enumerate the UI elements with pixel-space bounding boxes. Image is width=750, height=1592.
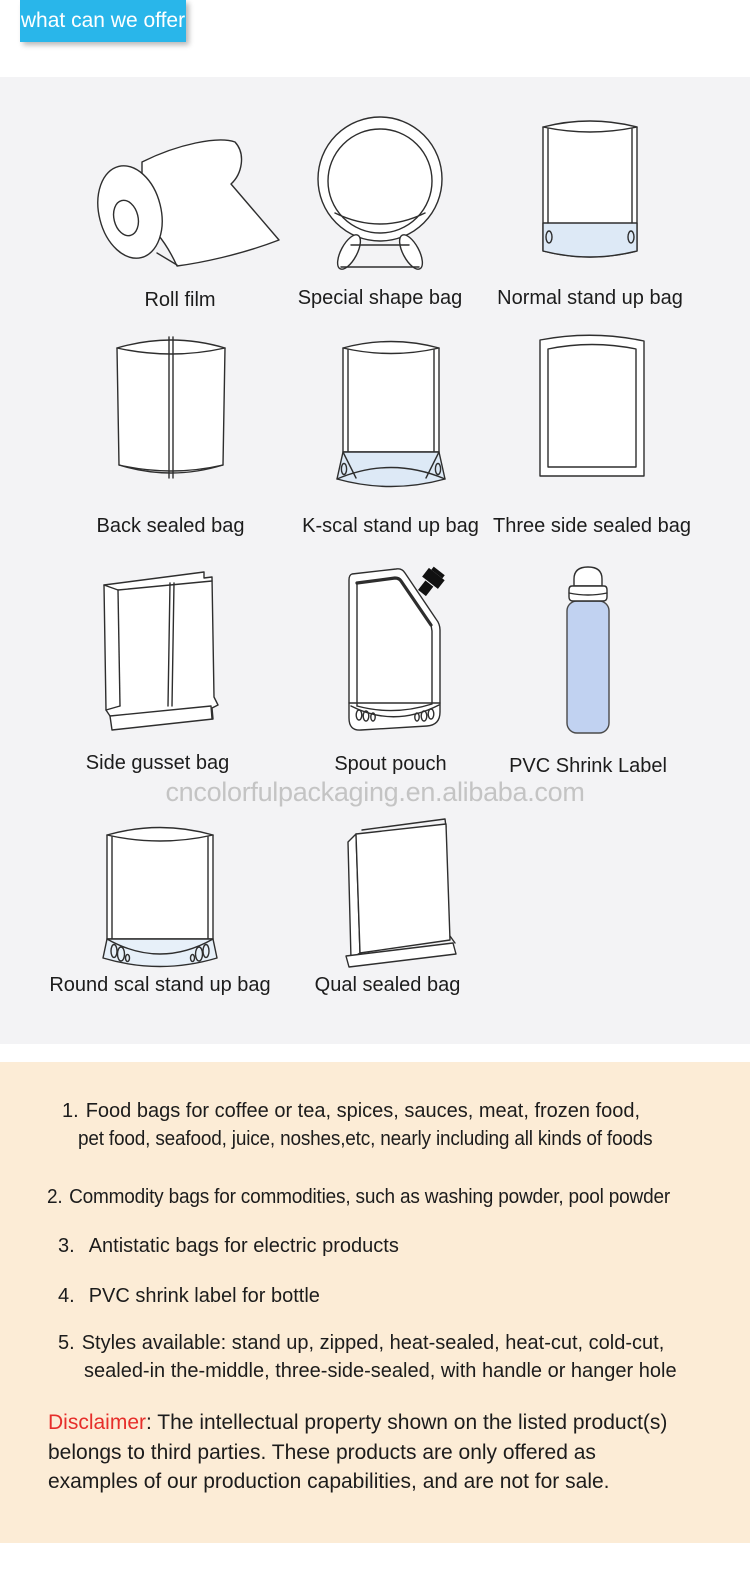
product-figure xyxy=(497,110,683,310)
offer-item-5-line-1 xyxy=(58,1332,664,1355)
normal-stand-up-bag-illustration xyxy=(536,110,644,268)
roll-film-illustration xyxy=(78,122,283,284)
watermark-text: cncolorfulpackaging.en.alibaba.com xyxy=(165,777,585,807)
product-label: Qual sealed bag xyxy=(314,974,461,996)
offer-item-4-line-1 xyxy=(58,1285,320,1308)
disclaimer-line-3: examples of our production capabilities, and are not for sale. xyxy=(48,1470,610,1493)
offer-item-5-line-2 xyxy=(84,1360,677,1383)
offer-item-1-number: 1. xyxy=(62,1100,79,1122)
product-figure xyxy=(314,816,461,997)
disclaimer-line-2: belongs to third parties. These products are only offered as xyxy=(48,1440,596,1464)
offer-item-5-text-continued: sealed-in the-middle, three-side-sealed, with handle or hanger hole xyxy=(84,1360,677,1382)
product-label: PVC Shrink Label xyxy=(509,755,667,777)
section-header-tab[interactable]: what can we offer xyxy=(20,0,186,42)
offer-item-4-text: PVC shrink label for bottle xyxy=(88,1285,320,1307)
three-side-sealed-bag-illustration xyxy=(536,328,648,482)
product-figure xyxy=(297,106,463,310)
spout-pouch-illustration xyxy=(336,554,446,732)
side-gusset-bag-illustration xyxy=(94,556,229,731)
product-label: Special shape bag xyxy=(297,287,463,309)
product-figure xyxy=(509,564,667,778)
pvc-shrink-label-illustration xyxy=(564,564,612,736)
offer-item-5-text: Styles available: stand up, zipped, heat-sealed, heat-cut, cold-cut, xyxy=(81,1332,665,1354)
offer-item-3-number: 3. xyxy=(58,1235,75,1257)
quad-sealed-bag-illustration xyxy=(334,816,462,976)
products-illustration-section xyxy=(0,77,750,1044)
back-sealed-bag-illustration xyxy=(110,328,232,486)
offer-item-3-line-1 xyxy=(58,1235,399,1258)
offer-item-2-text: Commodity bags for commodities, such as washing powder, pool powder xyxy=(69,1186,670,1208)
product-label: Three side sealed bag xyxy=(493,515,691,537)
offer-item-5-number: 5. xyxy=(58,1332,75,1354)
offer-item-3-text: Antistatic bags for electric products xyxy=(88,1235,399,1257)
disclaimer-block xyxy=(48,1408,738,1497)
product-label: Back sealed bag xyxy=(96,515,245,537)
offer-item-1-text-continued: pet food, seafood, juice, noshes,etc, nearly including all kinds of foods xyxy=(78,1128,653,1150)
product-figure xyxy=(49,816,271,997)
product-label: Round scal stand up bag xyxy=(49,974,271,996)
offer-item-4-number: 4. xyxy=(58,1285,75,1307)
product-figure xyxy=(302,330,479,538)
offer-item-1-line-2 xyxy=(78,1128,652,1151)
k-seal-stand-up-bag-illustration xyxy=(335,330,447,494)
offer-item-2-line-1 xyxy=(47,1186,670,1209)
disclaimer-label: Disclaimer xyxy=(48,1411,147,1434)
product-figure xyxy=(493,328,691,538)
product-label: Spout pouch xyxy=(334,753,447,775)
product-label: K-scal stand up bag xyxy=(302,515,479,537)
product-figure xyxy=(80,556,235,775)
offer-info-section xyxy=(0,1062,750,1543)
product-label: Roll film xyxy=(144,289,216,311)
offer-item-1-text: Food bags for coffee or tea, spices, sauces, meat, frozen food, xyxy=(85,1100,641,1122)
product-label: Normal stand up bag xyxy=(497,287,683,309)
product-figure xyxy=(88,328,253,538)
product-label: Side gusset bag xyxy=(85,752,230,774)
product-figure xyxy=(75,122,285,312)
special-shape-bag-illustration xyxy=(305,106,455,278)
round-seal-stand-up-bag-illustration xyxy=(99,816,221,974)
offer-item-2-number: 2. xyxy=(47,1186,63,1208)
product-figure xyxy=(328,554,453,776)
offer-item-1-line-1 xyxy=(62,1100,640,1123)
disclaimer-line-1: : The intellectual property shown on the listed product(s) xyxy=(146,1411,668,1434)
